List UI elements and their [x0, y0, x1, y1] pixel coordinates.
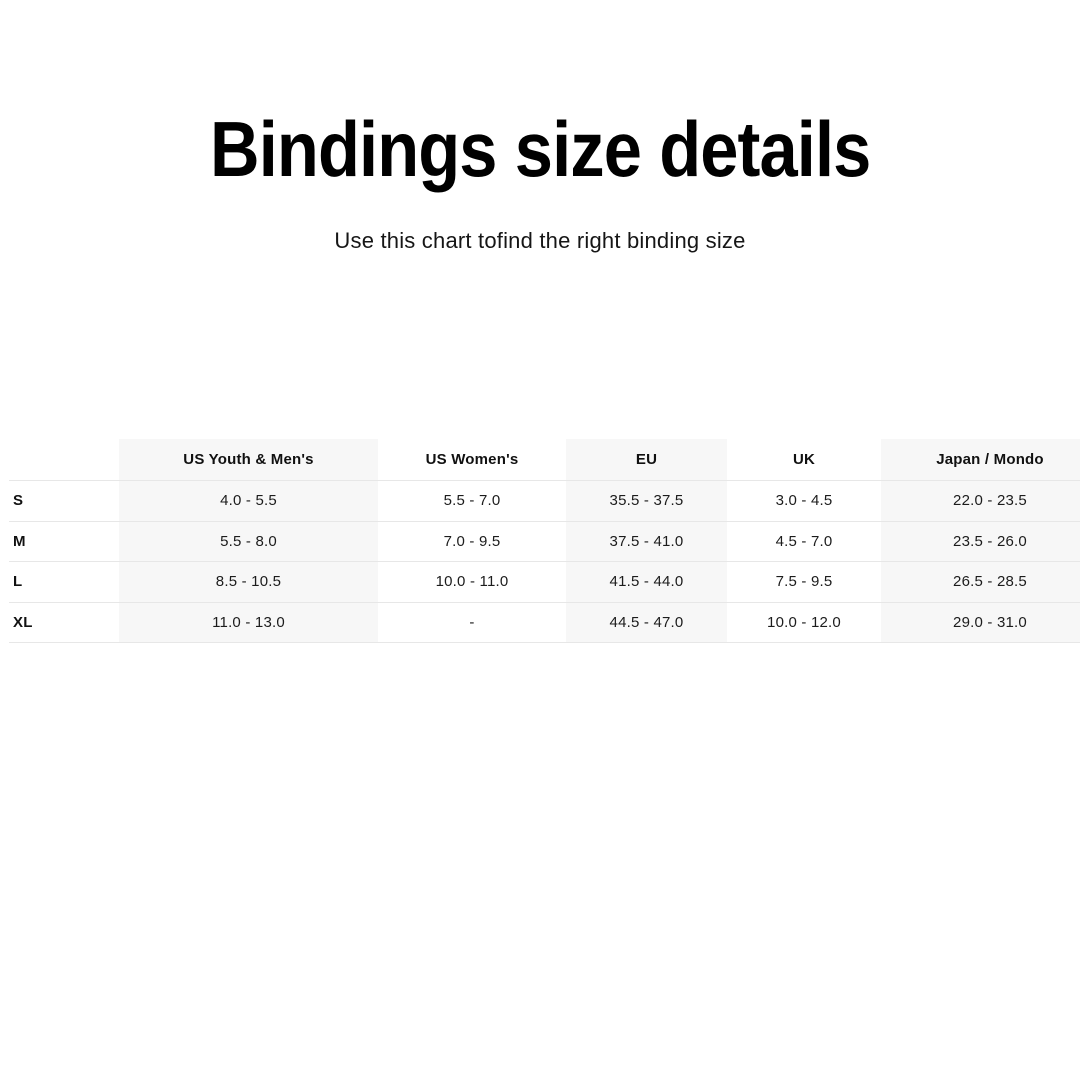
table-row	[9, 481, 1080, 522]
size-table-body	[9, 481, 1080, 643]
table-cell: 10.0 - 12.0	[767, 613, 841, 631]
table-row	[9, 522, 1080, 563]
page-subtitle: Use this chart tofind the right binding size	[334, 228, 746, 253]
table-cell: 4.5 - 7.0	[775, 532, 833, 550]
table-cell: 8.5 - 10.5	[119, 562, 378, 602]
table-header-row	[9, 439, 1080, 481]
table-cell: 37.5 - 41.0	[566, 522, 727, 562]
header-cell-us-youth-mens: US Youth & Men's	[119, 439, 378, 480]
table-cell: 5.5 - 8.0	[119, 522, 378, 562]
table-cell: 41.5 - 44.0	[566, 562, 727, 602]
row-label: XL	[13, 613, 33, 631]
row-label: S	[13, 492, 24, 510]
header-cell-corner	[9, 439, 119, 480]
table-cell: 4.0 - 5.5	[119, 481, 378, 521]
table-cell: 35.5 - 37.5	[566, 481, 727, 521]
table-cell: 5.5 - 7.0	[443, 492, 501, 510]
header-cell-uk: UK	[792, 451, 816, 468]
header-cell-japan-mondo: Japan / Mondo	[881, 439, 1080, 480]
table-cell: 23.5 - 26.0	[881, 522, 1080, 562]
page-title	[0, 106, 1080, 193]
table-cell: 3.0 - 4.5	[775, 492, 833, 510]
table-cell: 29.0 - 31.0	[881, 603, 1080, 643]
header-cell-eu: EU	[566, 439, 727, 480]
table-cell: 26.5 - 28.5	[881, 562, 1080, 602]
table-cell: 10.0 - 11.0	[435, 573, 509, 591]
page-title-text: Bindings size details	[209, 105, 871, 193]
table-cell: 44.5 - 47.0	[566, 603, 727, 643]
table-cell: 7.5 - 9.5	[775, 573, 833, 591]
table-cell: 22.0 - 23.5	[881, 481, 1080, 521]
table-row	[9, 562, 1080, 603]
table-cell: 7.0 - 9.5	[443, 532, 501, 550]
table-row	[9, 603, 1080, 644]
row-label: M	[13, 532, 26, 550]
table-cell: -	[469, 613, 475, 631]
header-cell-us-womens: US Women's	[425, 451, 519, 468]
row-label: L	[13, 573, 23, 591]
table-cell: 11.0 - 13.0	[119, 603, 378, 643]
binding-size-table	[9, 439, 1080, 643]
